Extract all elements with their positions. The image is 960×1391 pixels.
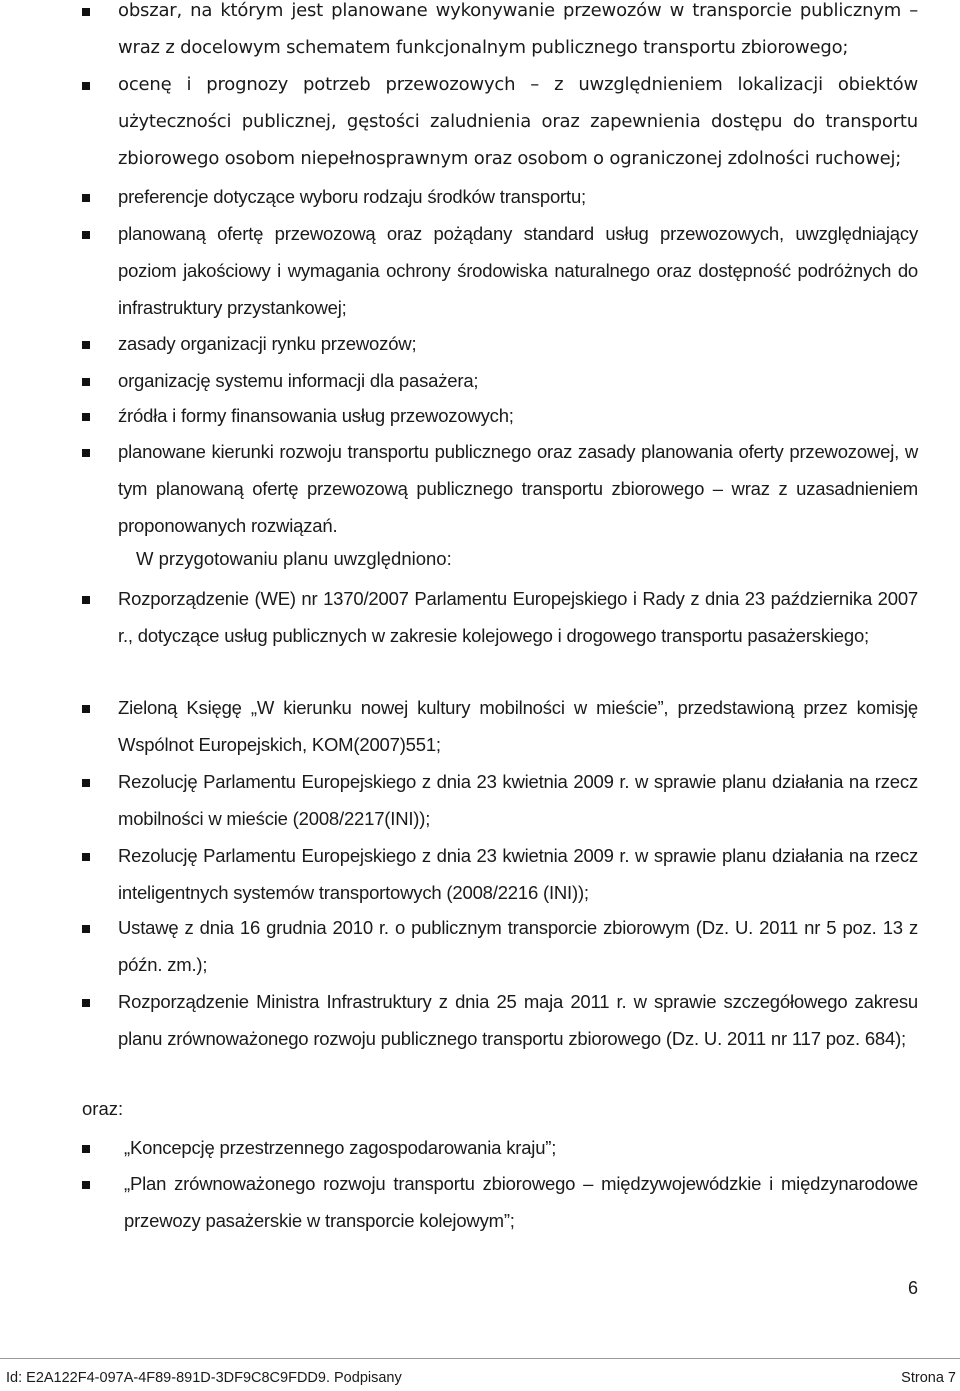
list-item-text: „Koncepcję przestrzennego zagospodarowania kraju”; (124, 1137, 557, 1158)
square-bullet-icon (82, 999, 90, 1007)
list-item-text: Rozporządzenie Ministra Infrastruktury z dnia 25 maja 2011 r. w sprawie szczegółowego zakresu planu zrównoważonego rozwoju publicznego transportu zbiorowego (Dz. U. 2011 nr 117 poz. 684); (118, 991, 918, 1049)
list-item-text: planowaną ofertę przewozową oraz pożądany standard usług przewozowych, uwzględniający poziom jakościowy i wymagania ochrony środowiska naturalnego oraz dostępność podróżnych do infrastruktury przystankowej; (118, 223, 918, 318)
list-item-text: obszar, na którym jest planowane wykonywanie przewozów w transporcie publicznym – wraz z docelowym schematem funkcjonalnym publicznego transportu zbiorowego; (118, 0, 918, 58)
list-item (82, 441, 918, 553)
footer-divider (0, 1358, 960, 1359)
square-bullet-icon (82, 925, 90, 933)
square-bullet-icon (82, 8, 90, 16)
list-item-text: Rozporządzenie (WE) nr 1370/2007 Parlamentu Europejskiego i Rady z dnia 23 października 2007 r., dotyczące usług publicznych w zakresie kolejowego i drogowego transportu pasażerskiego; (118, 588, 918, 646)
list-item-text: „Plan zrównoważonego rozwoju transportu zbiorowego – międzywojewódzkie i międzynarodowe przewozy pasażerskie w transporcie kolejowym”; (124, 1173, 918, 1231)
list-item-text: źródła i formy finansowania usług przewozowych; (118, 405, 514, 426)
list-item (82, 771, 918, 846)
list-item-text: Zieloną Księgę „W kierunku nowej kultury mobilności w mieście”, przedstawioną przez komisję Wspólnot Europejskich, KOM(2007)551; (118, 697, 918, 755)
square-bullet-icon (82, 378, 90, 386)
list-item-text: organizację systemu informacji dla pasażera; (118, 370, 479, 391)
page-number: 6 (907, 1278, 918, 1298)
square-bullet-icon (82, 82, 90, 90)
list-item-text: Rezolucję Parlamentu Europejskiego z dnia 23 kwietnia 2009 r. w sprawie planu działania na rzecz mobilności w mieście (2008/2217(INI)); (118, 771, 918, 829)
square-bullet-icon (82, 449, 90, 457)
list-item (82, 1173, 918, 1248)
intro-sentence: W przygotowaniu planu uwzględniono: (136, 548, 452, 569)
list-item-text: Rezolucję Parlamentu Europejskiego z dnia 23 kwietnia 2009 r. w sprawie planu działania na rzecz inteligentnych systemów transportowych (2008/2216 (INI)); (118, 845, 918, 903)
square-bullet-icon (82, 779, 90, 787)
list-item (82, 223, 918, 335)
list-item-text: planowane kierunki rozwoju transportu publicznego oraz zasady planowania oferty przewozowej, w tym planowaną ofertę przewozową publicznego transportu zbiorowego – wraz z uzasadnieniem proponowanych rozwiązań. (118, 441, 918, 536)
square-bullet-icon (82, 853, 90, 861)
list-item (82, 0, 918, 75)
square-bullet-icon (82, 231, 90, 239)
list-item (82, 917, 918, 992)
also-label: oraz: (82, 1098, 124, 1119)
square-bullet-icon (82, 1145, 90, 1153)
list-item (82, 991, 918, 1103)
list-item (82, 697, 918, 772)
list-item (82, 74, 918, 186)
square-bullet-icon (82, 194, 90, 202)
footer-document-id: Id: E2A122F4-097A-4F89-891D-3DF9C8C9FDD9. Podpisany (6, 1370, 402, 1386)
square-bullet-icon (82, 705, 90, 713)
square-bullet-icon (82, 341, 90, 349)
list-item (82, 588, 918, 700)
square-bullet-icon (82, 1181, 90, 1189)
list-item-text: zasady organizacji rynku przewozów; (118, 333, 417, 354)
square-bullet-icon (82, 596, 90, 604)
list-item-text: Ustawę z dnia 16 grudnia 2010 r. o publicznym transporcie zbiorowym (Dz. U. 2011 nr 5 poz. 13 z późn. zm.); (118, 917, 918, 975)
footer-page-label: Strona 7 (901, 1370, 956, 1386)
square-bullet-icon (82, 413, 90, 421)
list-item-text: ocenę i prognozy potrzeb przewozowych – z uwzględnieniem lokalizacji obiektów użyteczności publicznej, gęstości zaludnienia oraz zapewnienia dostępu do transportu zbiorowego osobom niepełnosprawnym oraz osobom o ograniczonej zdolności ruchowej; (118, 74, 918, 169)
list-item-text: preferencje dotyczące wyboru rodzaju środków transportu; (118, 186, 586, 207)
